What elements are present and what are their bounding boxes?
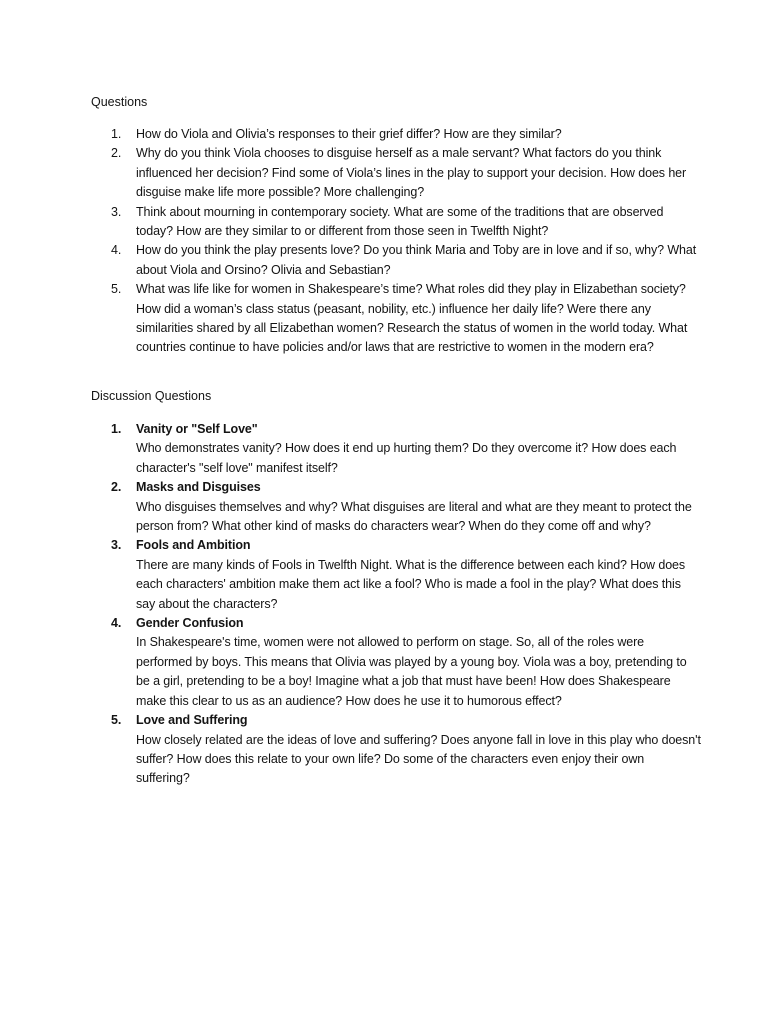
discussion-item-3	[111, 536, 701, 614]
question-item-3	[111, 203, 701, 242]
question-text: What was life like for women in Shakespeare’s time? What roles did they play in Elizabethan society? How did a woman’s class status (peasant, nobility, etc.) influence her daily life? Were there any similarities shared by all Elizabethan women? Research the status of women in the world today. What countries continue to have policies and/or laws that are restrictive to women in the modern era?	[136, 282, 688, 355]
discussion-text: There are many kinds of Fools in Twelfth Night. What is the difference between each kind? How does each characters' ambition make them act like a fool? Who is made a fool in the play? What does this say about the characters?	[136, 557, 686, 611]
discussion-item-1	[111, 420, 701, 478]
discussion-text: How closely related are the ideas of love and suffering? Does anyone fall in love in this play who doesn't suffer? How does this relate to your own life? Do some of the characters even enjoy their own suffering?	[136, 732, 701, 786]
question-number: 5.	[111, 282, 122, 297]
discussion-item-4	[111, 614, 701, 711]
question-number: 1.	[111, 127, 122, 141]
question-text: Why do you think Viola chooses to disguise herself as a male servant? What factors do you think influenced her decision? Find some of Viola’s lines in the play to support your decision. How does her disguise make life more possible? More challenging?	[136, 146, 687, 200]
question-item-2	[111, 144, 701, 202]
discussion-number: 5.	[111, 713, 122, 728]
question-text: How do Viola and Olivia’s responses to their grief differ? How are they similar?	[136, 127, 562, 141]
discussion-item-5	[111, 711, 701, 789]
discussion-number: 3.	[111, 538, 122, 553]
question-item-5	[111, 280, 701, 358]
question-number: 3.	[111, 204, 122, 219]
discussion-text: Who demonstrates vanity? How does it end up hurting them? Do they overcome it? How does each character's "self love" manifest itself?	[136, 441, 677, 475]
discussion-title: Gender Confusion	[136, 616, 244, 631]
discussion-heading: Discussion Questions	[91, 389, 212, 403]
discussion-title: Fools and Ambition	[136, 538, 251, 553]
questions-heading: Questions	[91, 95, 148, 109]
question-text: Think about mourning in contemporary society. What are some of the traditions that are observed today? How are they similar to or different from those seen in Twelfth Night?	[136, 204, 664, 239]
discussion-title: Vanity or "Self Love"	[136, 422, 258, 436]
discussion-item-2	[111, 478, 701, 536]
question-item-4	[111, 241, 701, 280]
discussion-text: In Shakespeare's time, women were not allowed to perform on stage. So, all of the roles were performed by boys. This means that Olivia was played by a young boy. Viola was a boy, pretending to be a girl, pretending to be a boy! Imagine what a job that must have been! How does Shakespeare make this clear to us as an audience? How does he use it to humorous effect?	[136, 635, 687, 708]
discussion-number: 1.	[111, 422, 122, 436]
discussion-text: Who disguises themselves and why? What disguises are literal and what are they meant to protect the person from? What other kind of masks do characters wear? When do they come off and why?	[136, 499, 692, 534]
question-number: 4.	[111, 243, 122, 258]
discussion-list	[111, 420, 701, 789]
discussion-number: 2.	[111, 480, 122, 495]
discussion-title: Masks and Disguises	[136, 480, 261, 495]
discussion-title: Love and Suffering	[136, 713, 248, 728]
discussion-number: 4.	[111, 616, 122, 631]
question-number: 2.	[111, 146, 122, 161]
questions-list	[111, 125, 701, 358]
question-text: How do you think the play presents love? Do you think Maria and Toby are in love and if so, why? What about Viola and Orsino? Olivia and Sebastian?	[136, 243, 697, 277]
question-item-1	[111, 125, 701, 144]
